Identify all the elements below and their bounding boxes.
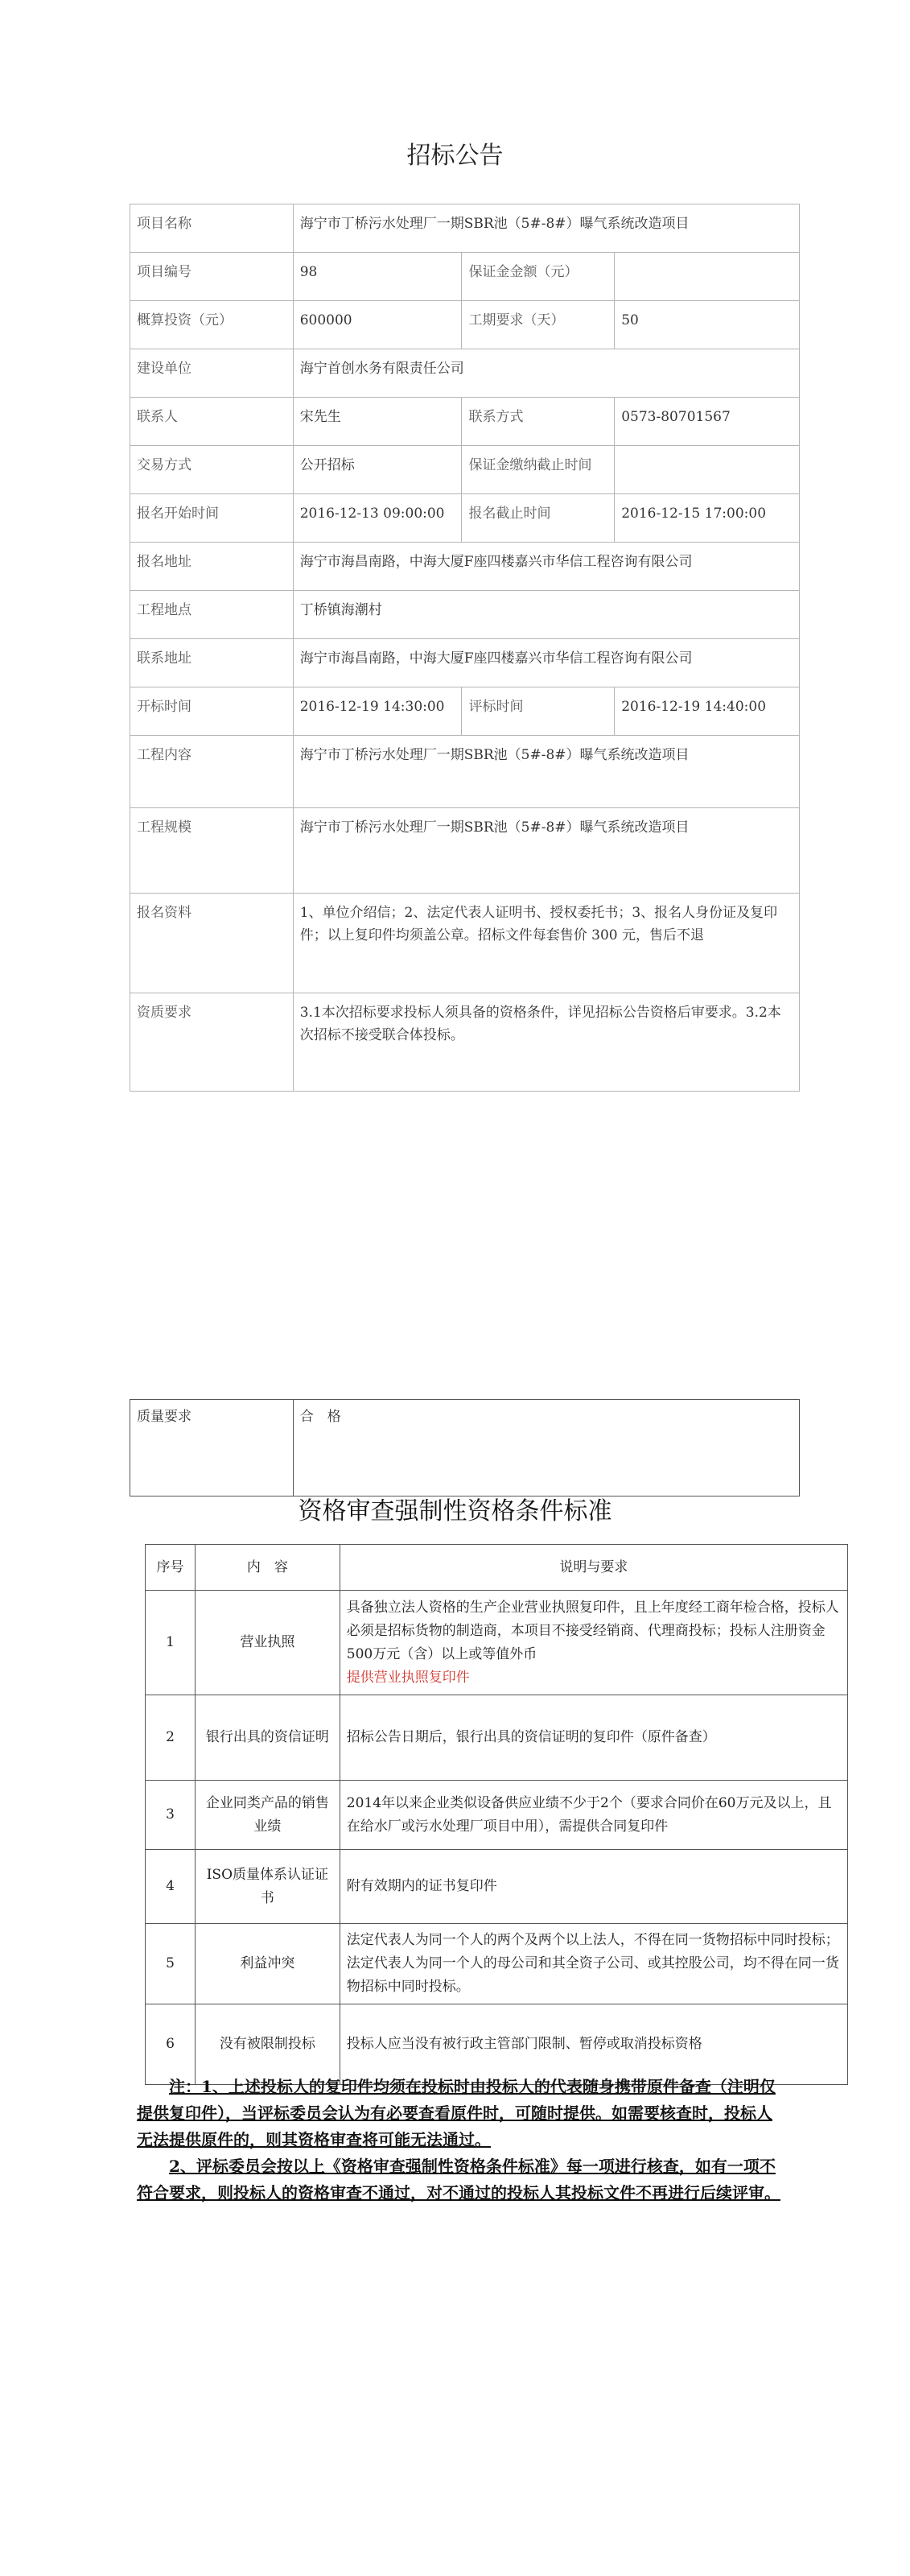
col-header-no: 序号	[146, 1545, 196, 1591]
table-row	[130, 639, 800, 687]
row-no: 5	[146, 1924, 196, 2004]
row-no: 2	[146, 1695, 196, 1781]
table-row	[130, 993, 800, 1092]
notes	[137, 2074, 780, 2207]
project-name-value: 海宁市丁桥污水处理厂一期SBR池（5#-8#）曝气系统改造项目	[293, 204, 799, 253]
tender-info-table	[130, 204, 800, 1092]
eval-time-label: 评标时间	[462, 687, 615, 736]
table-header-row	[146, 1545, 848, 1591]
contact-label: 联系人	[130, 398, 294, 446]
note-1: 注：1、上述投标人的复印件均须在投标时由投标人的代表随身携带原件备查（注明仅提供复印件），当评标委员会认为有必要查看原件时，可随时提供。如需要核查时，投标人无法提供原件的，则其资格审查将可能无法通过。	[137, 2077, 776, 2149]
trade-label: 交易方式	[130, 446, 294, 494]
row-no: 4	[146, 1850, 196, 1924]
row-desc-note: 提供营业执照复印件	[346, 1669, 470, 1686]
row-item: 利益冲突	[195, 1924, 340, 2004]
table-row	[146, 1591, 848, 1695]
table-row	[130, 543, 800, 591]
reg-end-value: 2016-12-15 17:00:00	[615, 494, 800, 543]
table-row	[130, 894, 800, 993]
row-no: 1	[146, 1591, 196, 1695]
row-no: 6	[146, 2004, 196, 2085]
deposit-deadline-label: 保证金缴纳截止时间	[462, 446, 615, 494]
budget-label: 概算投资（元）	[130, 301, 294, 349]
col-header-item: 内 容	[195, 1545, 340, 1591]
table-row	[130, 687, 800, 736]
row-desc: 投标人应当没有被行政主管部门限制、暂停或取消投标资格	[340, 2004, 847, 2085]
builder-value: 海宁首创水务有限责任公司	[293, 349, 799, 398]
row-desc: 2014年以来企业类似设备供应业绩不少于2个（要求合同价在60万元及以上，且在给水厂或污水处理厂项目中用），需提供合同复印件	[340, 1781, 847, 1850]
reg-start-value: 2016-12-13 09:00:00	[293, 494, 462, 543]
table-row	[130, 1400, 800, 1496]
contact-value: 宋先生	[293, 398, 462, 446]
phone-value: 0573-80701567	[615, 398, 800, 446]
table-row	[146, 1695, 848, 1781]
row-item: 营业执照	[195, 1591, 340, 1695]
quality-label: 质量要求	[130, 1400, 294, 1496]
table-row	[130, 446, 800, 494]
table-row	[146, 1924, 848, 2004]
table-row	[130, 349, 800, 398]
scale-value: 海宁市丁桥污水处理厂一期SBR池（5#-8#）曝气系统改造项目	[293, 808, 799, 894]
table-row	[130, 736, 800, 808]
project-name-label: 项目名称	[130, 204, 294, 253]
reg-addr-value: 海宁市海昌南路，中海大厦F座四楼嘉兴市华信工程咨询有限公司	[293, 543, 799, 591]
col-header-desc: 说明与要求	[340, 1545, 847, 1591]
open-time-label: 开标时间	[130, 687, 294, 736]
duration-label: 工期要求（天）	[462, 301, 615, 349]
project-no-value: 98	[293, 253, 462, 301]
open-time-value: 2016-12-19 14:30:00	[293, 687, 462, 736]
row-desc: 招标公告日期后，银行出具的资信证明的复印件（原件备查）	[340, 1695, 847, 1781]
row-item: ISO质量体系认证证书	[195, 1850, 340, 1924]
table-row	[146, 1850, 848, 1924]
quality-value: 合 格	[293, 1400, 799, 1496]
row-desc: 法定代表人为同一个人的两个及两个以上法人，不得在同一货物招标中同时投标；法定代表人为同一个人的母公司和其全资子公司、或其控股公司，均不得在同一货物招标中同时投标。	[340, 1924, 847, 2004]
row-desc	[340, 1591, 847, 1695]
standards-table	[145, 1544, 848, 2085]
note-2: 2、评标委员会按以上《资格审查强制性资格条件标准》每一项进行核查，如有一项不符合要求，则投标人的资格审查不通过，对不通过的投标人其投标文件不再进行后续评审。	[137, 2157, 780, 2202]
phone-label: 联系方式	[462, 398, 615, 446]
standards-title: 资格审查强制性资格条件标准	[298, 1497, 612, 1525]
duration-value: 50	[615, 301, 800, 349]
materials-label: 报名资料	[130, 894, 294, 993]
table-row	[130, 253, 800, 301]
contact-addr-value: 海宁市海昌南路，中海大厦F座四楼嘉兴市华信工程咨询有限公司	[293, 639, 799, 687]
deposit-deadline-value	[615, 446, 800, 494]
row-no: 3	[146, 1781, 196, 1850]
reg-addr-label: 报名地址	[130, 543, 294, 591]
reg-end-label: 报名截止时间	[462, 494, 615, 543]
project-no-label: 项目编号	[130, 253, 294, 301]
deposit-value	[615, 253, 800, 301]
builder-label: 建设单位	[130, 349, 294, 398]
row-desc: 附有效期内的证书复印件	[340, 1850, 847, 1924]
budget-value: 600000	[293, 301, 462, 349]
table-row	[146, 2004, 848, 2085]
reg-start-label: 报名开始时间	[130, 494, 294, 543]
contact-addr-label: 联系地址	[130, 639, 294, 687]
table-row	[146, 1781, 848, 1850]
page-title: 招标公告	[406, 142, 504, 170]
trade-value: 公开招标	[293, 446, 462, 494]
qual-value: 3.1本次招标要求投标人须具备的资格条件，详见招标公告资格后审要求。3.2本次招标不接受联合体投标。	[293, 993, 799, 1092]
content-value: 海宁市丁桥污水处理厂一期SBR池（5#-8#）曝气系统改造项目	[293, 736, 799, 808]
table-row	[130, 494, 800, 543]
deposit-label: 保证金金额（元）	[462, 253, 615, 301]
table-row	[130, 204, 800, 253]
content-label: 工程内容	[130, 736, 294, 808]
row-item: 银行出具的资信证明	[195, 1695, 340, 1781]
row-item: 企业同类产品的销售业绩	[195, 1781, 340, 1850]
site-label: 工程地点	[130, 591, 294, 639]
row-item: 没有被限制投标	[195, 2004, 340, 2085]
site-value: 丁桥镇海潮村	[293, 591, 799, 639]
row-desc-text: 具备独立法人资格的生产企业营业执照复印件，且上年度经工商年检合格，投标人必须是招标货物的制造商，本项目不接受经销商、代理商投标；投标人注册资金500万元（含）以上或等值外币	[346, 1599, 839, 1662]
scale-label: 工程规模	[130, 808, 294, 894]
table-row	[130, 398, 800, 446]
table-row	[130, 808, 800, 894]
eval-time-value: 2016-12-19 14:40:00	[615, 687, 800, 736]
table-row	[130, 591, 800, 639]
quality-table	[130, 1399, 800, 1496]
table-row	[130, 301, 800, 349]
materials-value: 1、单位介绍信；2、法定代表人证明书、授权委托书；3、报名人身份证及复印件；以上复印件均须盖公章。招标文件每套售价 300 元，售后不退	[293, 894, 799, 993]
qual-label: 资质要求	[130, 993, 294, 1092]
